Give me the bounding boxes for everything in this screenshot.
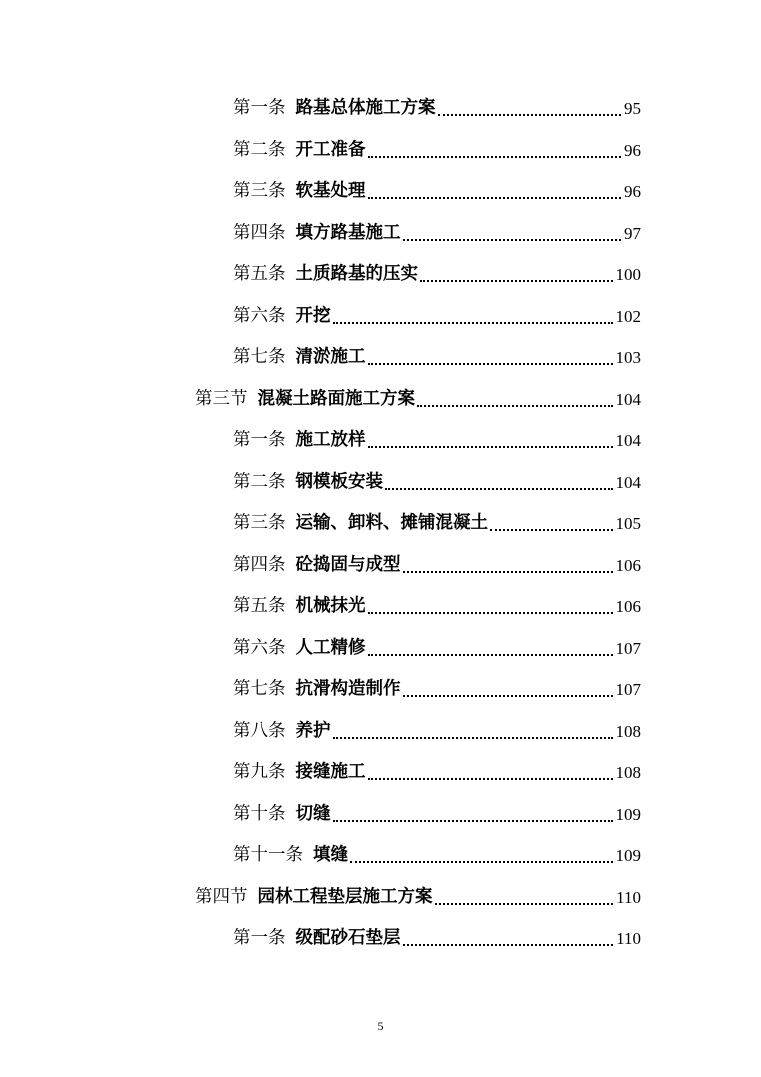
toc-dot-leader [368, 445, 613, 448]
toc-article-entry[interactable] [0, 130, 641, 172]
toc-dot-leader [333, 819, 613, 822]
toc-entry-page: 104 [615, 389, 641, 409]
toc-dot-leader [490, 528, 613, 531]
toc-article-entry[interactable] [0, 254, 641, 296]
toc-dot-leader [350, 860, 613, 863]
toc-entry-number: 第二条 [233, 139, 286, 160]
toc-entry-page: 96 [624, 140, 641, 160]
toc-entry-page: 109 [615, 804, 641, 824]
toc-entry-number: 第四条 [233, 554, 286, 575]
toc-entry-number: 第一条 [233, 928, 286, 948]
toc-entry-page: 107 [615, 680, 641, 700]
toc-dot-leader [368, 611, 613, 614]
toc-article-entry[interactable] [0, 296, 641, 338]
toc-entry-page: 108 [615, 763, 641, 783]
toc-entry-number: 第十一条 [233, 845, 303, 865]
toc-entry-number: 第五条 [233, 264, 286, 284]
toc-entry-page: 104 [615, 472, 641, 492]
toc-entry-number: 第八条 [233, 720, 286, 741]
toc-entry-title: 清淤施工 [295, 347, 366, 367]
toc-section-entry[interactable] [0, 877, 641, 919]
toc-section-entry[interactable] [0, 379, 641, 421]
toc-entry-title: 填方路基施工 [295, 222, 401, 243]
toc-article-entry[interactable] [0, 628, 641, 670]
toc-article-entry[interactable] [0, 503, 641, 545]
toc-dot-leader [333, 321, 613, 324]
toc-entry-number: 第七条 [233, 347, 286, 367]
toc-entry-number: 第一条 [233, 430, 286, 450]
toc-article-entry[interactable] [0, 171, 641, 213]
table-of-contents [0, 88, 761, 960]
toc-dot-leader [368, 196, 622, 199]
page-number: 5 [377, 1019, 384, 1033]
toc-entry-title: 人工精修 [295, 637, 366, 658]
toc-entry-number: 第十条 [233, 803, 286, 824]
toc-entry-title: 开工准备 [295, 139, 366, 160]
toc-entry-title: 开挖 [295, 305, 331, 326]
toc-entry-title: 路基总体施工方案 [295, 98, 436, 118]
toc-entry-title: 土质路基的压实 [295, 264, 418, 284]
toc-article-entry[interactable] [0, 337, 641, 379]
toc-article-entry[interactable] [0, 711, 641, 753]
toc-entry-title: 级配砂石垫层 [295, 928, 401, 948]
toc-entry-page: 110 [616, 887, 641, 907]
toc-entry-number: 第三节 [195, 388, 248, 409]
toc-dot-leader [368, 362, 613, 365]
toc-entry-number: 第四节 [195, 886, 248, 907]
toc-entry-page: 104 [615, 431, 641, 451]
toc-article-entry[interactable] [0, 835, 641, 877]
toc-entry-title: 混凝土路面施工方案 [257, 388, 415, 409]
toc-entry-title: 接缝施工 [295, 762, 366, 782]
toc-dot-leader [368, 155, 622, 158]
toc-article-entry[interactable] [0, 586, 641, 628]
toc-dot-leader [385, 487, 613, 490]
toc-entry-page: 103 [615, 348, 641, 368]
toc-entry-page: 108 [615, 721, 641, 741]
toc-article-entry[interactable] [0, 669, 641, 711]
toc-entry-page: 102 [615, 306, 641, 326]
toc-entry-page: 107 [615, 638, 641, 658]
toc-entry-page: 110 [616, 929, 641, 949]
toc-entry-title: 养护 [295, 720, 331, 741]
toc-article-entry[interactable] [0, 462, 641, 504]
toc-entry-title: 切缝 [295, 803, 331, 824]
toc-entry-page: 95 [624, 99, 641, 119]
toc-dot-leader [420, 279, 613, 282]
toc-entry-title: 施工放样 [295, 430, 366, 450]
toc-entry-title: 机械抹光 [295, 596, 366, 616]
toc-entry-title: 钢模板安装 [295, 471, 383, 492]
toc-article-entry[interactable] [0, 794, 641, 836]
toc-dot-leader [333, 736, 613, 739]
toc-article-entry[interactable] [0, 918, 641, 960]
toc-entry-title: 砼捣固与成型 [295, 554, 401, 575]
toc-dot-leader [435, 902, 614, 905]
toc-entry-title: 运输、卸料、摊铺混凝土 [295, 513, 488, 533]
toc-entry-title: 软基处理 [295, 181, 366, 201]
toc-entry-number: 第六条 [233, 637, 286, 658]
toc-dot-leader [403, 943, 614, 946]
toc-article-entry[interactable] [0, 752, 641, 794]
toc-entry-page: 97 [624, 223, 641, 243]
toc-entry-number: 第七条 [233, 679, 286, 699]
toc-entry-page: 106 [615, 555, 641, 575]
toc-entry-title: 抗滑构造制作 [295, 679, 401, 699]
toc-entry-title: 园林工程垫层施工方案 [257, 886, 433, 907]
toc-dot-leader [403, 694, 613, 697]
toc-entry-number: 第三条 [233, 181, 286, 201]
toc-entry-page: 106 [615, 597, 641, 617]
toc-entry-title: 填缝 [313, 845, 348, 865]
toc-entry-number: 第五条 [233, 596, 286, 616]
toc-entry-page: 109 [615, 846, 641, 866]
toc-article-entry[interactable] [0, 213, 641, 255]
toc-dot-leader [438, 113, 622, 116]
toc-entry-page: 105 [615, 514, 641, 534]
toc-entry-number: 第四条 [233, 222, 286, 243]
toc-dot-leader [403, 570, 613, 573]
toc-article-entry[interactable] [0, 420, 641, 462]
toc-entry-number: 第三条 [233, 513, 286, 533]
toc-dot-leader [368, 653, 613, 656]
toc-dot-leader [417, 404, 613, 407]
toc-entry-number: 第一条 [233, 98, 286, 118]
toc-dot-leader [403, 238, 622, 241]
toc-entry-page: 100 [615, 265, 641, 285]
toc-dot-leader [368, 777, 613, 780]
toc-article-entry[interactable] [0, 545, 641, 587]
toc-entry-page: 96 [624, 182, 641, 202]
toc-entry-number: 第六条 [233, 305, 286, 326]
toc-entry-number: 第二条 [233, 471, 286, 492]
toc-article-entry[interactable] [0, 88, 641, 130]
toc-entry-number: 第九条 [233, 762, 286, 782]
